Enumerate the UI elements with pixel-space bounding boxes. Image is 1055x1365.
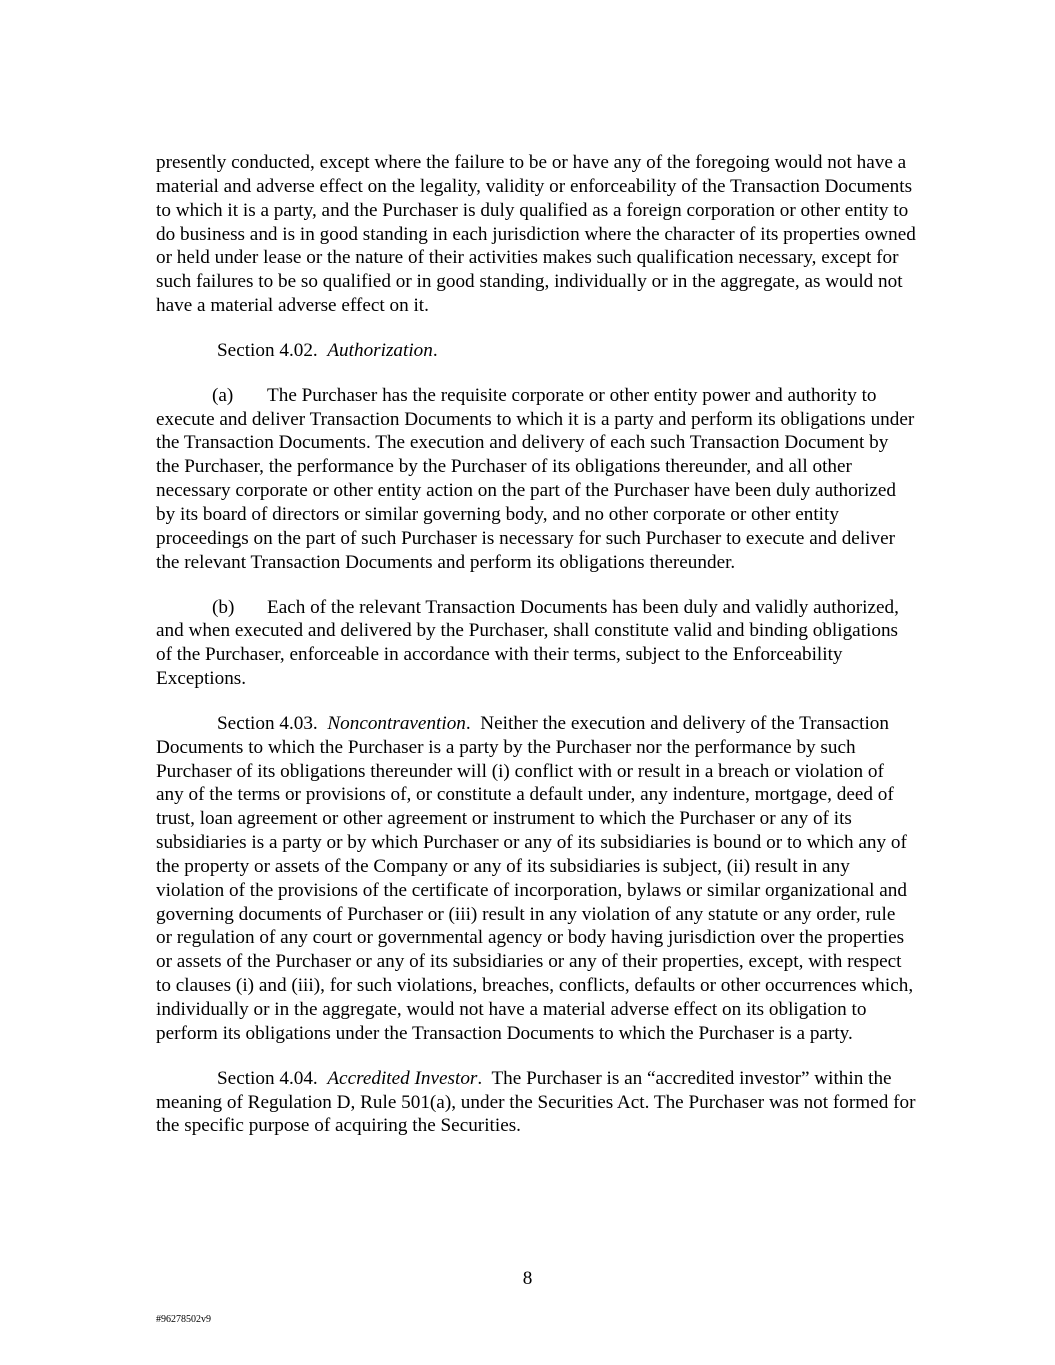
section-4-02-title: Authorization bbox=[327, 339, 433, 361]
continuation-paragraph: presently conducted, except where the failure to be or have any of the foregoing would not have a material and adverse effect on the legality, validity or enforceability of the Transaction Documents to which it is a party, and the Purchaser is duly qualified as a foreign corporation or other entity to do business and is in good standing in each jurisdiction where the character of its properties owned or held under lease or the nature of their activities makes such qualification necessary, except for such failures to be so qualified or in good standing, individually or in the aggregate, as would not have a material adverse effect on it. bbox=[156, 152, 916, 317]
subsection-label-b: (b) bbox=[212, 596, 235, 618]
document-body bbox=[156, 151, 916, 1138]
section-4-02-a-paragraph bbox=[156, 384, 916, 575]
page-number: 8 bbox=[522, 1268, 533, 1289]
section-4-04-title: Accredited Investor bbox=[327, 1067, 478, 1089]
subsection-text-b: Each of the relevant Transaction Documents has been duly and validly authorized, and when executed and delivered by the Purchaser, shall constitute valid and binding obligations of the Purchaser, enforceable in accordance with their terms, subject to the Enforceability Exceptions. bbox=[156, 596, 899, 690]
section-4-03-title: Noncontravention bbox=[327, 712, 466, 734]
section-4-02-b-paragraph bbox=[156, 596, 916, 691]
section-4-04-text: The Purchaser is an “accredited investor” within the meaning of Regulation D, Rule 501(a), under the Securities Act. The Purchaser was not formed for the specific purpose of acquiring the Securities. bbox=[156, 1067, 916, 1137]
section-4-03-number: Section 4.03. bbox=[217, 712, 318, 734]
section-4-03-paragraph: Section 4.03. Noncontravention. Neither the execution and delivery of the Transaction Documents to which the Purchaser is a party by the Purchaser nor the performance by such Purchaser of its obligations thereunder will (i) conflict with or result in a breach or violation of any of the terms or provisions of, or constitute a default under, any indenture, mortgage, deed of trust, loan agreement or other agreement or instrument to which the Purchaser or any of its subsidiaries is a party or by which Purchaser or any of its subsidiaries is bound or to which any of the property or assets of the Company or any of its subsidiaries is subject, (ii) result in any violation of the provisions of the certificate of incorporation, bylaws or similar organizational and governing documents of Purchaser or (iii) result in any violation of any statute or any order, rule or regulation of any court or governmental agency or body having jurisdiction over the properties or assets of the Purchaser or any of its subsidiaries or any of their properties, except, with respect to clauses (i) and (iii), for such violations, breaches, conflicts, defaults or other occurrences which, individually or in the aggregate, would not have a material adverse effect on its obligation to perform its obligations under the Transaction Documents to which the Purchaser is a party. bbox=[156, 712, 914, 1044]
section-4-04-paragraph: Section 4.04. Accredited Investor. The Purchaser is an “accredited investor” within the meaning of Regulation D, Rule 501(a), under the Securities Act. The Purchaser was not formed for the specific purpose of acquiring the Securities. bbox=[156, 1067, 916, 1137]
section-4-04-number: Section 4.04. bbox=[217, 1067, 318, 1089]
subsection-label-a: (a) bbox=[212, 384, 234, 406]
document-id: #96278502v9 bbox=[156, 1314, 211, 1325]
section-4-03-text: Neither the execution and delivery of the Transaction Documents to which the Purchaser is a party by the Purchaser nor the performance by such Purchaser of its obligations thereunder will (i) conflict with or result in a breach or violation of any of the terms or provisions of, or constitute a default under, any indenture, mortgage, deed of trust, loan agreement or other agreement or instrument to which the Purchaser or any of its subsidiaries is a party or by which Purchaser or any of its subsidiaries is bound or to which any of the property or assets of the Company or any of its subsidiaries is subject, (ii) result in any violation of the provisions of the certificate of incorporation, bylaws or similar organizational and governing documents of Purchaser or (iii) result in any violation of any statute or any order, rule or regulation of any court or governmental agency or body having jurisdiction over the properties or assets of the Purchaser or any of its subsidiaries or any of their properties, except, with respect to clauses (i) and (iii), for such violations, breaches, conflicts, defaults or other occurrences which, individually or in the aggregate, would not have a material adverse effect on its obligation to perform its obligations under the Transaction Documents to which the Purchaser is a party. bbox=[156, 712, 914, 1044]
section-4-02-heading: Section 4.02. Authorization. bbox=[217, 339, 438, 361]
section-4-02-number: Section 4.02. bbox=[217, 339, 318, 361]
subsection-text-a: The Purchaser has the requisite corporate or other entity power and authority to execute and deliver Transaction Documents to which it is a party and perform its obligations under the Transaction Documents. The execution and delivery of each such Transaction Document by the Purchaser, the performance by the Purchaser of its obligations thereunder, and all other necessary corporate or other entity action on the part of the Purchaser have been duly authorized by its board of directors or similar governing body, and no other corporate or other entity proceedings on the part of such Purchaser is necessary for such Purchaser to execute and deliver the relevant Transaction Documents and perform its obligations thereunder. bbox=[156, 384, 915, 573]
